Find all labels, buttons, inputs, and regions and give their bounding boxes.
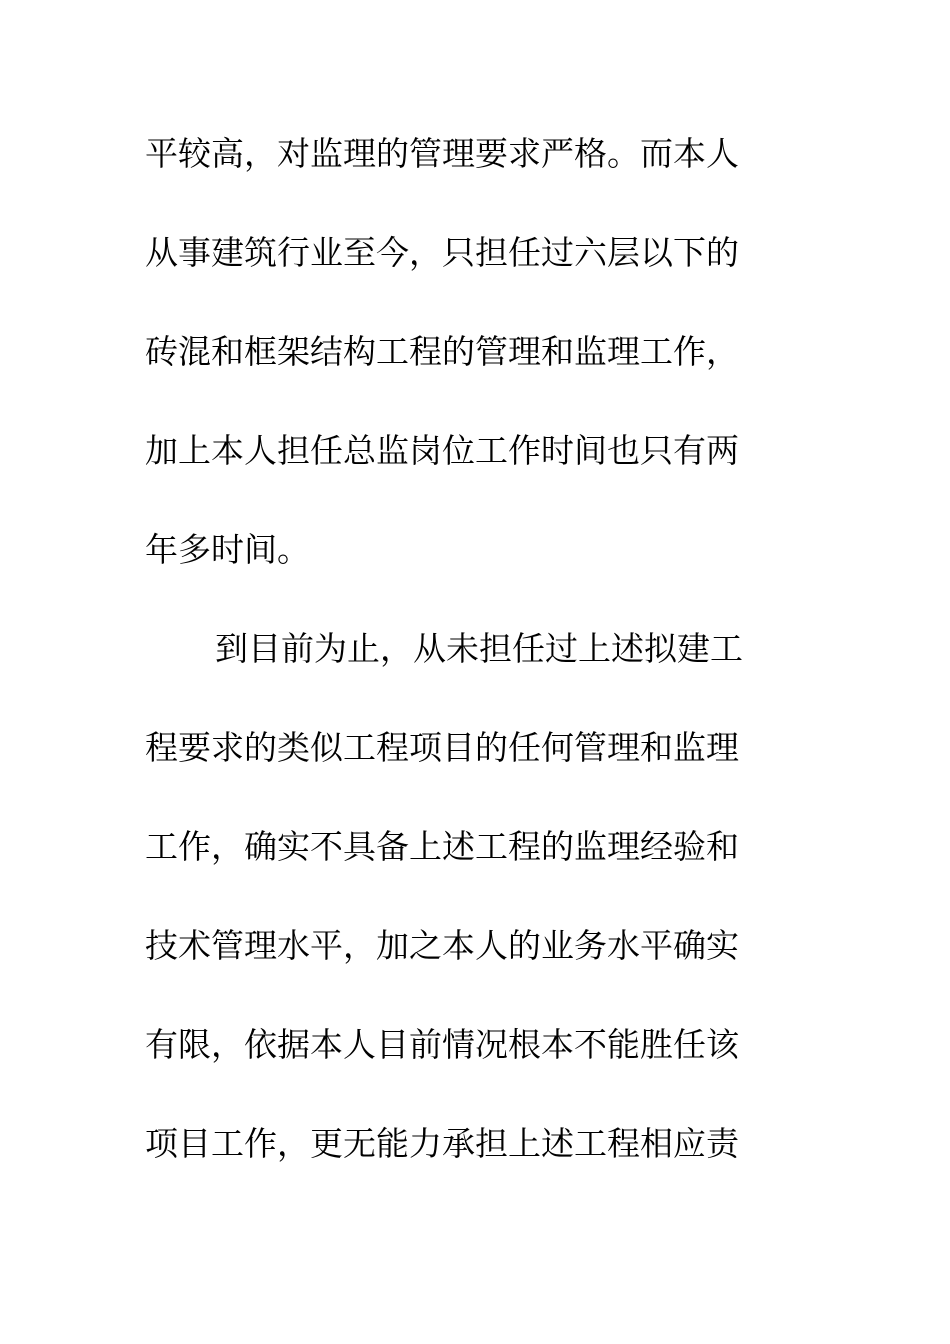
text-line-1: 平较高，对监理的管理要求严格。而本人 — [145, 134, 739, 173]
document-body — [145, 124, 785, 1213]
text-line-8: 工作，确实不具备上述工程的监理经验和 — [145, 827, 739, 866]
text-line-10: 有限，依据本人目前情况根本不能胜任该 — [145, 1025, 739, 1064]
text-line-5: 年多时间。 — [145, 530, 310, 569]
text-line-3: 砖混和框架结构工程的管理和监理工作， — [145, 332, 739, 371]
text-line-7: 程要求的类似工程项目的任何管理和监理 — [145, 728, 739, 767]
text-line-4: 加上本人担任总监岗位工作时间也只有两 — [145, 431, 739, 470]
text-line-11: 项目工作，更无能力承担上述工程相应责 — [145, 1124, 739, 1163]
paragraph-start-line: 到目前为止，从未担任过上述拟建工 — [215, 629, 743, 668]
text-line-2: 从事建筑行业至今，只担任过六层以下的 — [145, 233, 739, 272]
text-line-9: 技术管理水平，加之本人的业务水平确实 — [145, 926, 739, 965]
